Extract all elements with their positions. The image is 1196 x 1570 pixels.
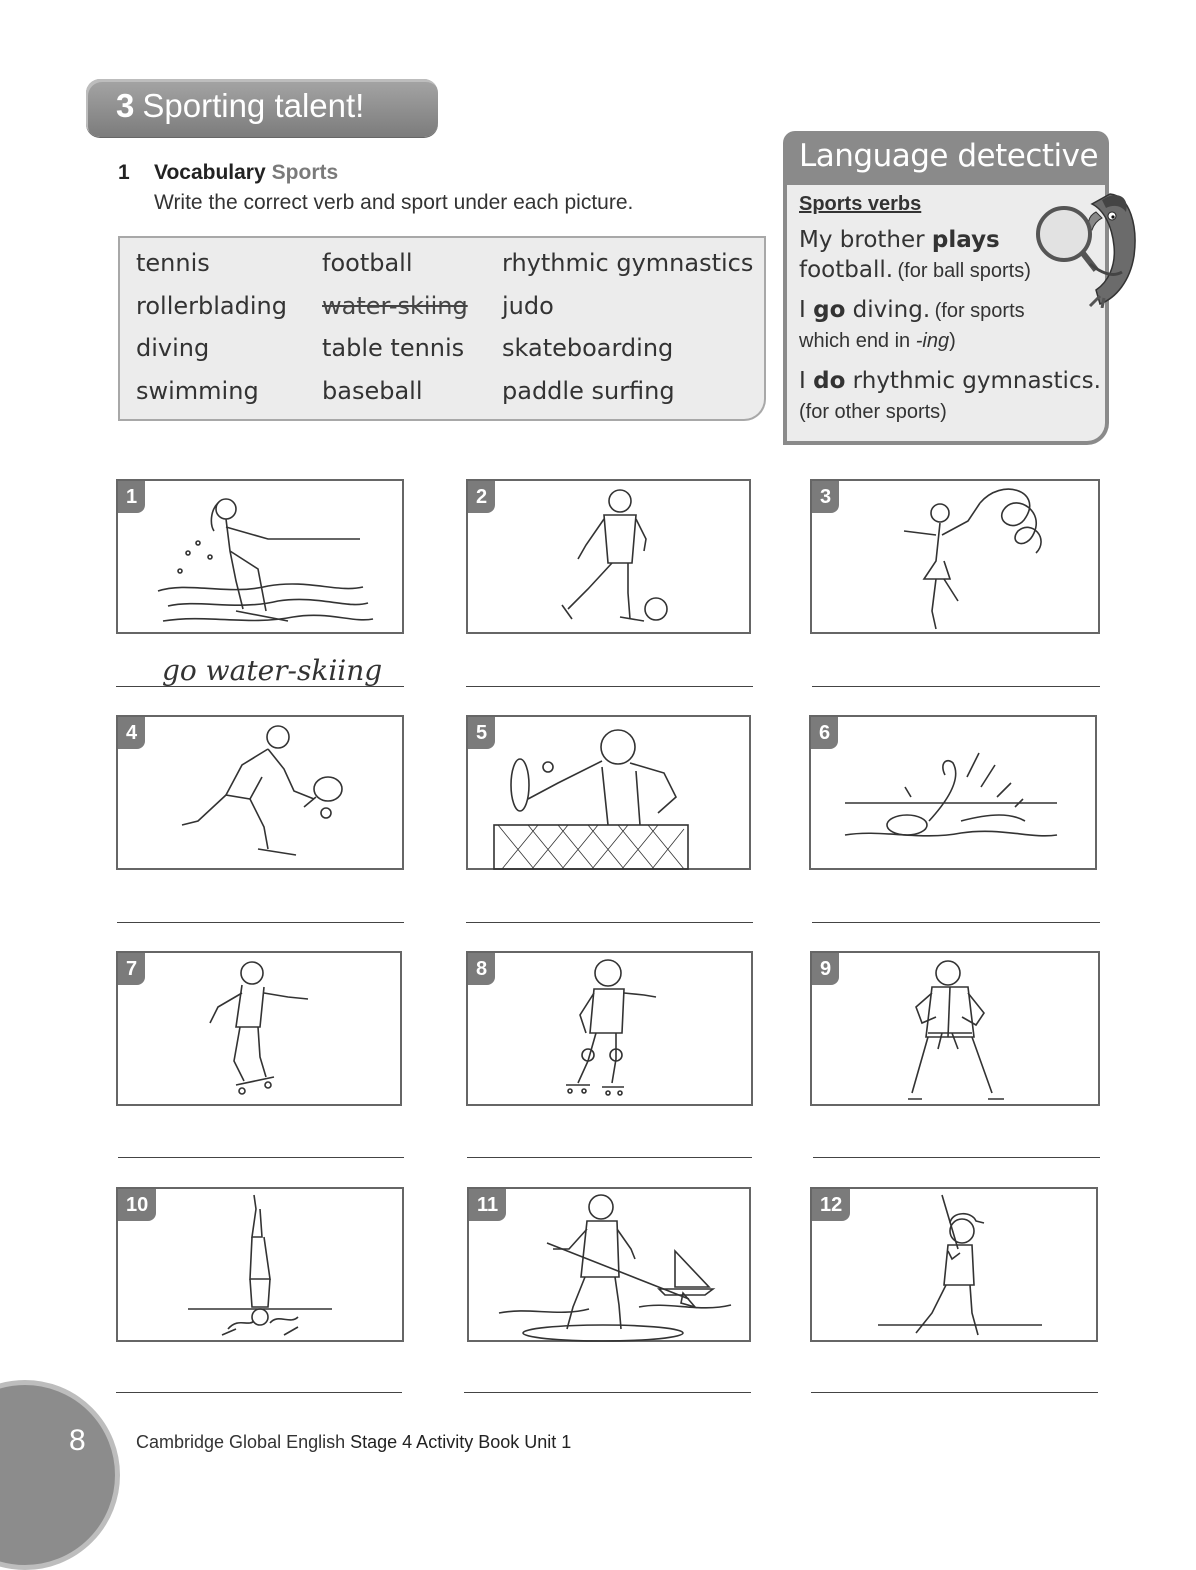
picture-number: 3 bbox=[812, 481, 839, 513]
picture-card-6 bbox=[809, 715, 1097, 870]
exercise-heading bbox=[154, 161, 338, 185]
example-note: which end in bbox=[799, 330, 916, 352]
answer-line-4 bbox=[117, 922, 404, 923]
rollerblading-icon bbox=[468, 953, 755, 1108]
picture-card-9 bbox=[810, 951, 1100, 1106]
page-number: 8 bbox=[69, 1424, 86, 1457]
picture-number: 11 bbox=[469, 1189, 506, 1221]
judo-icon bbox=[812, 953, 1102, 1108]
word-item: paddle surfing bbox=[502, 377, 675, 405]
example-3-note: (for other sports) bbox=[799, 401, 947, 423]
baseball-icon bbox=[812, 1189, 1100, 1344]
picture-card-11 bbox=[467, 1187, 751, 1342]
table-tennis-icon bbox=[468, 717, 753, 872]
example-text: I bbox=[799, 368, 814, 394]
example-2-line-2 bbox=[799, 330, 956, 353]
rhythmic-gymnastics-icon bbox=[812, 481, 1102, 636]
picture-card-3 bbox=[810, 479, 1100, 634]
picture-card-1 bbox=[116, 479, 404, 634]
example-text: football. bbox=[799, 257, 894, 283]
answer-text-1: go water-skiing bbox=[162, 654, 383, 687]
picture-number: 8 bbox=[468, 953, 495, 985]
example-2-line-1 bbox=[799, 297, 1025, 323]
example-note-ing: -ing bbox=[915, 330, 950, 352]
footer-publisher: Cambridge Global English bbox=[136, 1432, 346, 1452]
word-item: judo bbox=[502, 292, 554, 320]
answer-line-11 bbox=[464, 1392, 751, 1393]
word-item-crossed-out: water-skiing bbox=[322, 292, 468, 320]
picture-card-8 bbox=[466, 951, 753, 1106]
word-item: diving bbox=[136, 334, 210, 362]
unit-number: 3 bbox=[116, 87, 135, 124]
football-icon bbox=[468, 481, 753, 636]
example-note: (for sports bbox=[934, 300, 1025, 322]
skateboarding-icon bbox=[118, 953, 404, 1108]
footer-text bbox=[136, 1432, 571, 1453]
answer-line-3 bbox=[812, 686, 1100, 687]
exercise-heading-tag: Sports bbox=[271, 161, 339, 184]
answer-line-7 bbox=[118, 1157, 404, 1158]
picture-number: 6 bbox=[811, 717, 838, 749]
example-note: (for ball sports) bbox=[897, 260, 1031, 282]
example-text: My brother bbox=[799, 227, 932, 253]
picture-card-7 bbox=[116, 951, 402, 1106]
water-skiing-icon bbox=[118, 481, 406, 636]
diving-icon bbox=[118, 1189, 406, 1344]
word-item: swimming bbox=[136, 377, 259, 405]
picture-number: 5 bbox=[468, 717, 495, 749]
tennis-icon bbox=[118, 717, 406, 872]
picture-card-2 bbox=[466, 479, 751, 634]
word-item: skateboarding bbox=[502, 334, 674, 362]
answer-line-6 bbox=[812, 922, 1100, 923]
word-item: baseball bbox=[322, 377, 423, 405]
word-box bbox=[118, 236, 766, 421]
example-note: ) bbox=[949, 330, 956, 352]
page-number-badge bbox=[0, 1380, 120, 1570]
answer-line-9 bbox=[813, 1157, 1100, 1158]
swimming-icon bbox=[811, 717, 1099, 872]
example-1-line-1 bbox=[799, 227, 1000, 253]
exercise-heading-bold: Vocabulary bbox=[154, 161, 266, 184]
word-item: rollerblading bbox=[136, 292, 287, 320]
paddle-surfing-icon bbox=[469, 1189, 753, 1344]
parrot-detective-icon bbox=[1030, 186, 1140, 308]
picture-card-10 bbox=[116, 1187, 404, 1342]
example-verb: go bbox=[813, 297, 846, 323]
example-text: rhythmic gymnastics. bbox=[845, 368, 1101, 394]
answer-line-12 bbox=[811, 1392, 1098, 1393]
picture-number: 2 bbox=[468, 481, 495, 513]
example-3-line-1 bbox=[799, 368, 1101, 394]
unit-title-text: Sporting talent! bbox=[142, 87, 365, 124]
language-detective-title: Language detective bbox=[799, 138, 1099, 174]
word-item: table tennis bbox=[322, 334, 465, 362]
word-item: football bbox=[322, 249, 413, 277]
word-item: rhythmic gymnastics bbox=[502, 249, 754, 277]
example-verb: plays bbox=[931, 227, 1000, 253]
picture-card-12 bbox=[810, 1187, 1098, 1342]
picture-number: 12 bbox=[812, 1189, 850, 1221]
language-detective-header bbox=[783, 131, 1109, 185]
picture-number: 10 bbox=[118, 1189, 156, 1221]
language-detective-subtitle: Sports verbs bbox=[799, 193, 922, 215]
example-text: I bbox=[799, 297, 814, 323]
unit-title bbox=[86, 79, 438, 137]
exercise-instruction: Write the correct verb and sport under each picture. bbox=[154, 191, 634, 214]
exercise-number: 1 bbox=[118, 161, 130, 184]
picture-card-5 bbox=[466, 715, 751, 870]
example-text: diving. bbox=[845, 297, 931, 323]
picture-number: 7 bbox=[118, 953, 145, 985]
answer-line-8 bbox=[467, 1157, 752, 1158]
picture-number: 9 bbox=[812, 953, 839, 985]
answer-line-5 bbox=[466, 922, 753, 923]
example-verb: do bbox=[813, 368, 846, 394]
picture-number: 4 bbox=[118, 717, 145, 749]
picture-card-4 bbox=[116, 715, 404, 870]
answer-line-2 bbox=[466, 686, 753, 687]
word-item: tennis bbox=[136, 249, 210, 277]
answer-line-10 bbox=[116, 1392, 402, 1393]
example-1-line-2 bbox=[799, 257, 1031, 283]
footer-book: Stage 4 Activity Book Unit 1 bbox=[350, 1432, 572, 1452]
picture-number: 1 bbox=[118, 481, 145, 513]
